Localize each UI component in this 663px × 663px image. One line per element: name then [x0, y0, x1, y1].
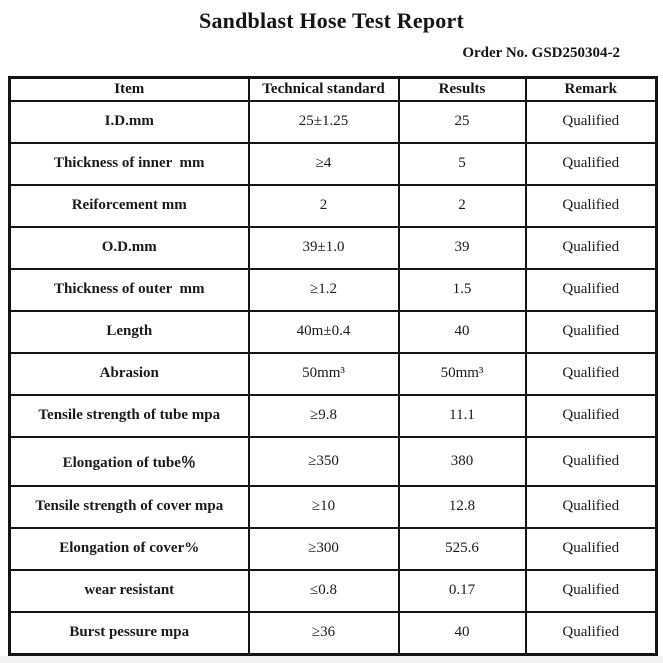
standard-cell: 50mm³	[249, 353, 399, 395]
table-row	[10, 486, 657, 528]
item-cell: Burst pessure mpa	[10, 612, 249, 655]
remark-cell: Qualified	[526, 185, 657, 227]
header-results: Results	[399, 78, 526, 102]
standard-cell: ≥4	[249, 143, 399, 185]
item-cell: Thickness of inner mm	[10, 143, 249, 185]
header-item: Item	[10, 78, 249, 102]
standard-cell: ≥1.2	[249, 269, 399, 311]
remark-cell: Qualified	[526, 395, 657, 437]
table-row	[10, 311, 657, 353]
table-row	[10, 185, 657, 227]
standard-cell: ≥9.8	[249, 395, 399, 437]
item-cell: I.D.mm	[10, 101, 249, 143]
result-cell: 1.5	[399, 269, 526, 311]
item-cell: Abrasion	[10, 353, 249, 395]
result-cell: 0.17	[399, 570, 526, 612]
result-cell: 11.1	[399, 395, 526, 437]
standard-cell: ≤0.8	[249, 570, 399, 612]
item-cell: Tensile strength of tube mpa	[10, 395, 249, 437]
item-cell: Thickness of outer mm	[10, 269, 249, 311]
table-row	[10, 143, 657, 185]
item-cell: wear resistant	[10, 570, 249, 612]
result-cell: 40	[399, 311, 526, 353]
item-cell: O.D.mm	[10, 227, 249, 269]
remark-cell: Qualified	[526, 227, 657, 269]
order-number: Order No. GSD250304-2	[462, 45, 620, 61]
result-cell: 12.8	[399, 486, 526, 528]
standard-cell: ≥36	[249, 612, 399, 655]
page-bottom-edge	[0, 656, 663, 663]
standard-cell: 2	[249, 185, 399, 227]
standard-cell: 25±1.25	[249, 101, 399, 143]
standard-cell: ≥300	[249, 528, 399, 570]
standard-cell: ≥10	[249, 486, 399, 528]
result-cell: 39	[399, 227, 526, 269]
result-cell: 50mm³	[399, 353, 526, 395]
result-cell: 525.6	[399, 528, 526, 570]
standard-cell: 39±1.0	[249, 227, 399, 269]
item-cell: Length	[10, 311, 249, 353]
item-cell: Elongation of cover%	[10, 528, 249, 570]
remark-cell: Qualified	[526, 269, 657, 311]
test-report-table	[8, 76, 658, 656]
header-technical-standard: Technical standard	[249, 78, 399, 102]
table-row	[10, 528, 657, 570]
item-cell: Elongation of tube％	[10, 437, 249, 486]
remark-cell: Qualified	[526, 528, 657, 570]
table-row	[10, 395, 657, 437]
page-title: Sandblast Hose Test Report	[199, 8, 464, 33]
table-row	[10, 353, 657, 395]
remark-cell: Qualified	[526, 101, 657, 143]
remark-cell: Qualified	[526, 612, 657, 655]
table-row	[10, 101, 657, 143]
table-row	[10, 437, 657, 486]
table-body	[10, 101, 657, 655]
table-header-row	[10, 78, 657, 102]
standard-cell: 40m±0.4	[249, 311, 399, 353]
result-cell: 5	[399, 143, 526, 185]
item-cell: Tensile strength of cover mpa	[10, 486, 249, 528]
remark-cell: Qualified	[526, 143, 657, 185]
remark-cell: Qualified	[526, 353, 657, 395]
result-cell: 40	[399, 612, 526, 655]
item-cell: Reiforcement mm	[10, 185, 249, 227]
table-row	[10, 269, 657, 311]
remark-cell: Qualified	[526, 311, 657, 353]
remark-cell: Qualified	[526, 570, 657, 612]
remark-cell: Qualified	[526, 437, 657, 486]
standard-cell: ≥350	[249, 437, 399, 486]
result-cell: 2	[399, 185, 526, 227]
table-row	[10, 570, 657, 612]
table-row	[10, 227, 657, 269]
header-remark: Remark	[526, 78, 657, 102]
table-row	[10, 612, 657, 655]
result-cell: 380	[399, 437, 526, 486]
result-cell: 25	[399, 101, 526, 143]
remark-cell: Qualified	[526, 486, 657, 528]
